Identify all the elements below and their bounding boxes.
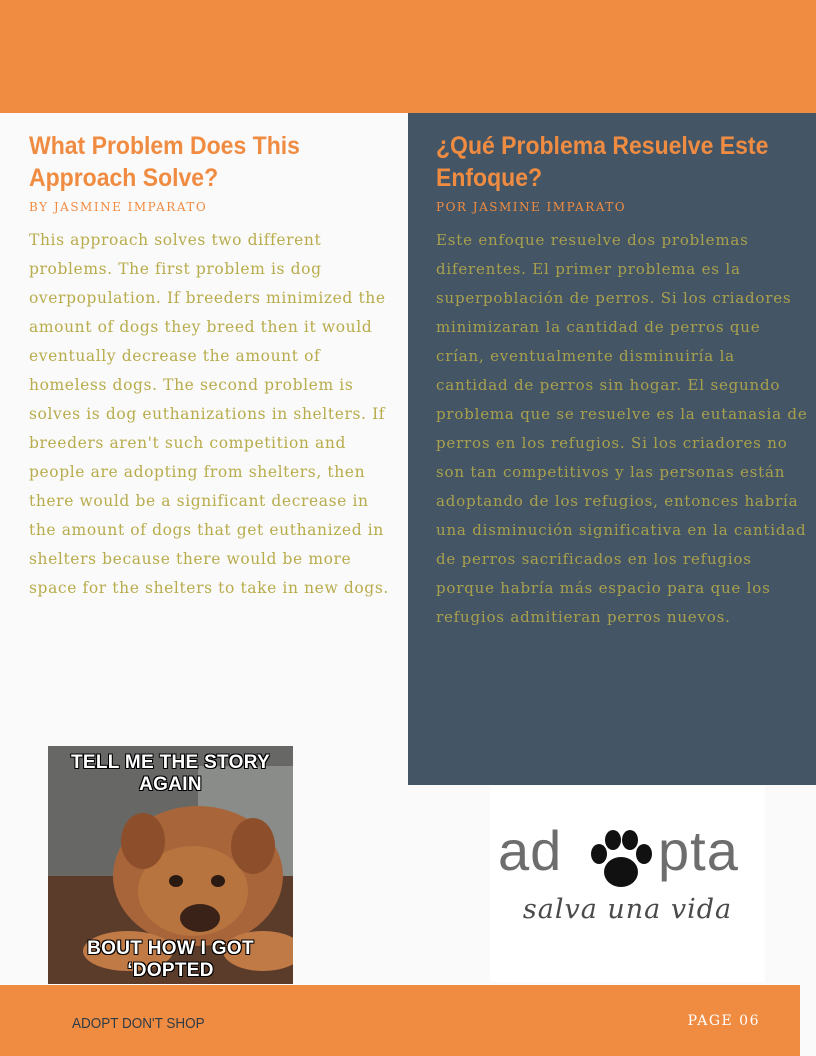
paw-print-icon bbox=[586, 828, 656, 894]
page-number: PAGE 06 bbox=[687, 1013, 760, 1029]
footer-band bbox=[0, 985, 800, 1056]
footer-slogan: ADOPT DON'T SHOP bbox=[72, 1015, 205, 1032]
english-article bbox=[29, 130, 389, 603]
article-title-es: ¿Qué Problema Resuelve Este Enfoque? bbox=[436, 132, 769, 192]
header-band bbox=[0, 0, 816, 113]
meme-top-caption: TELL ME THE STORY AGAIN bbox=[71, 752, 270, 795]
article-body: This approach solves two different problems. The first problem is dog overpopulation. If breeders minimized the amount of dogs they breed then it would eventually decrease the amount of homeless dogs. The second problem is solves is dog euthanizations in shelters. If breeders aren't such competition and people are adopting from shelters, then there would be a significant decrease in the amount of dogs that get euthanized in shelters because there would be more space for the shelters to take in new dogs. bbox=[29, 231, 389, 597]
logo-tagline: salva una vida bbox=[522, 894, 733, 925]
meme-bottom-caption: BOUT HOW I GOT ‘DOPTED bbox=[87, 938, 254, 981]
spanish-article bbox=[436, 130, 808, 632]
logo-word-right: pta bbox=[658, 819, 739, 882]
spanish-panel bbox=[408, 113, 816, 785]
article-body-es: Este enfoque resuelve dos problemas diferentes. El primer problema es la superpoblación de perros. Si los criadores minimizaran la cantidad de perros que crían, eventualmente disminuiría la cantidad de perros sin hogar. El segundo problema que se resuelve es la eutanasia de perros en los refugios. Si los criadores no son tan competitivos y las personas están adoptando de los refugios, entonces habría una disminución significativa en la cantidad de perros sacrificados en los refugios porque habría más espacio para que los refugios admitieran perros nuevos. bbox=[436, 231, 808, 626]
article-byline: BY JASMINE IMPARATO bbox=[29, 200, 208, 214]
logo-wordmark bbox=[498, 818, 758, 888]
article-title: What Problem Does This Approach Solve? bbox=[29, 132, 300, 192]
dog-meme-image bbox=[48, 746, 293, 984]
article-byline-es: POR JASMINE IMPARATO bbox=[436, 200, 627, 214]
logo-word-left: ad bbox=[498, 819, 563, 882]
adopta-logo bbox=[490, 786, 765, 982]
